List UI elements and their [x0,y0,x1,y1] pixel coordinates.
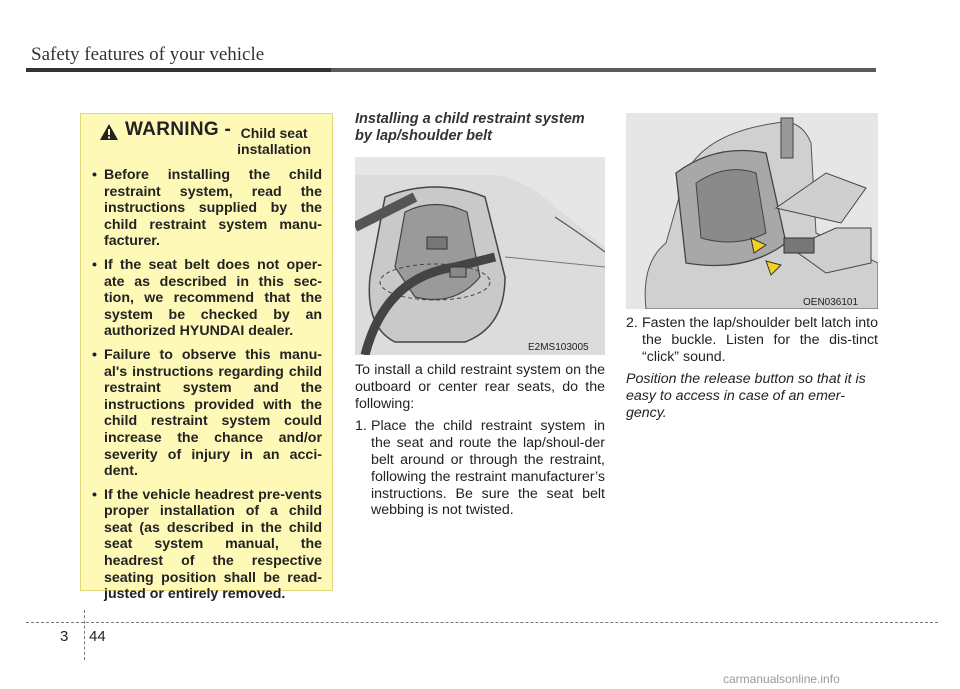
warning-box [80,113,333,603]
warning-triangle-icon [99,123,119,141]
step-2 [626,315,878,365]
step-1-text: Place the child restraint system in the seat and route the lap/shoul-der belt around or through the restraint, following the restraint manufacturer’s instructions. Be sure the seat belt webbing is not twisted. [371,418,605,519]
warning-title: WARNING - [125,119,232,140]
right-body [626,315,878,422]
warning-item: • If the seat belt does not oper-ate as described in this sec-tion, we recommend that the system be checked by an authorized HYUNDAI dealer. [92,257,322,340]
step-1 [355,418,605,519]
section-body [355,362,605,519]
warning-header [99,119,322,157]
warning-item: • Failure to observe this manu-al's instructions regarding child restraint system and the instructions provided with the child restraint system could increase the chance and/or severity of injury in an acci-dent. [92,347,322,480]
header-rule [26,68,876,72]
warning-subtitle-line1: Child seat [240,125,308,141]
page-header-title: Safety features of your vehicle [31,44,265,65]
section-heading [355,111,605,145]
watermark-link[interactable]: carmanualsonline.info [723,672,840,686]
buckle-illustration [626,113,878,309]
page-number: 44 [89,628,106,645]
child-seat-drawing [355,157,605,355]
section-number: 3 [60,628,69,645]
step-1-number: 1. [355,418,367,435]
warning-list [92,167,322,603]
step-2-number: 2. [626,315,638,331]
footer-rule [26,622,938,623]
image-code-2: OEN036101 [803,297,859,308]
warning-subtitle-line2: installation [237,141,312,157]
buckle-drawing [626,113,878,309]
child-seat-illustration [355,157,605,355]
section-heading-line2: by lap/shoulder belt [355,128,492,144]
release-button-note: Position the release button so that it is easy to access in case of an emer-gency. [626,371,866,421]
section-heading-line1: Installing a child restraint system [355,111,585,127]
warning-item: • Before installing the child restraint system, read the instructions supplied by the child restraint system manu-facturer. [92,167,322,250]
warning-item: • If the vehicle headrest pre-vents proper installation of a child seat (as described in the child seat system manual, the headrest of the respective seating position shall be read-justed or entirely removed. [92,487,322,603]
intro-paragraph: To install a child restraint system on the outboard or center rear seats, do the following: [355,362,605,412]
warning-subtitle [237,125,311,157]
image-code-1: E2MS103005 [528,342,589,353]
footer-divider [84,610,85,660]
step-2-text: Fasten the lap/shoulder belt latch into the buckle. Listen for the dis-tinct “click” sound. [642,315,878,365]
